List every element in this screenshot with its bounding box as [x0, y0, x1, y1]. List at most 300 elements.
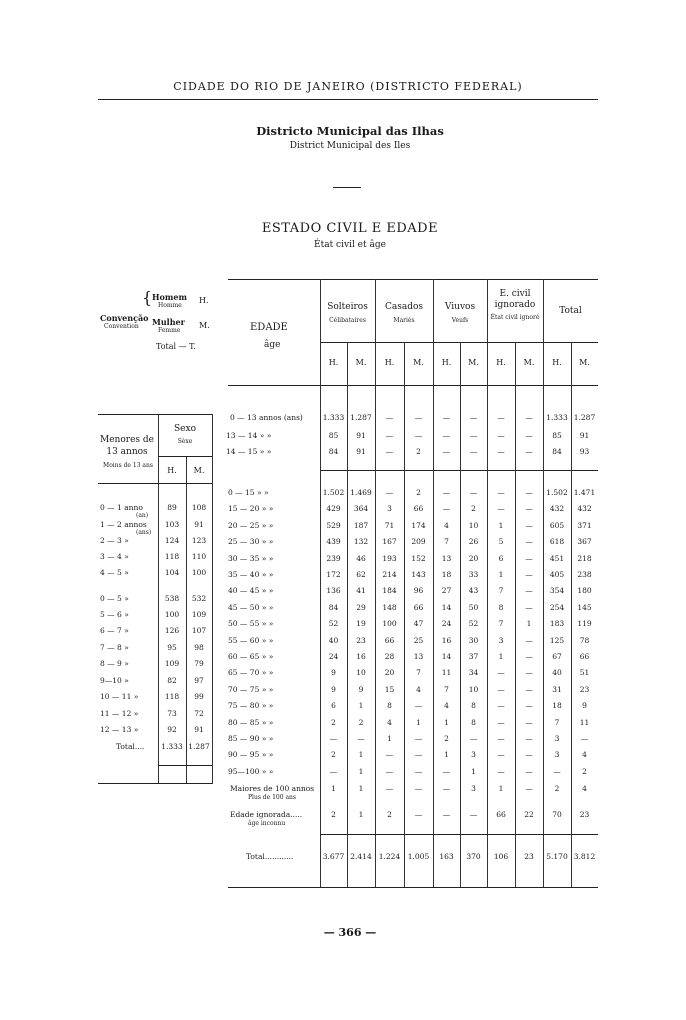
table-cell: —	[442, 413, 451, 422]
running-header: CIDADE DO RIO DE JANEIRO (DISTRICTO FEDERAL)	[173, 80, 523, 93]
table-cell: 1	[444, 718, 449, 727]
table-cell: —	[497, 750, 505, 759]
table-cell: 148	[382, 603, 397, 612]
table-cell: 1.005	[407, 852, 430, 861]
row-label: 25 — 30 » »	[228, 537, 274, 546]
table-cell: 371	[577, 521, 592, 530]
table-cell: 1.502	[546, 488, 568, 497]
table-cell: —	[525, 701, 533, 710]
legend-mulher: Mulher	[152, 317, 185, 327]
minors-cell-m: 532	[191, 594, 207, 603]
minors-sexo-fr: Sèxe	[177, 438, 193, 445]
table-cell: —	[497, 413, 505, 422]
table-cell: 47	[413, 619, 424, 628]
hm-header-h-2: H.	[441, 358, 452, 367]
minors-row-label: 12 — 13 »	[100, 725, 139, 734]
table-cell: 1.471	[573, 488, 596, 497]
minors-cell-m: 100	[191, 568, 207, 577]
row-label: 40 — 45 » »	[228, 586, 274, 595]
minors-row-label: 2 — 3 »	[100, 536, 129, 545]
table-cell: 41	[356, 586, 366, 595]
table-cell: 7	[498, 619, 504, 628]
table-cell: —	[414, 750, 423, 759]
table-cell: 18	[552, 701, 562, 710]
table-cell: 239	[326, 554, 341, 563]
table-cell: 143	[411, 570, 426, 579]
table-cell: —	[525, 570, 533, 579]
table-cell: —	[525, 685, 533, 694]
table-cell: 152	[411, 554, 426, 563]
group-ignorado-fr: État civil ignoré	[490, 314, 540, 321]
table-cell: 1	[416, 718, 421, 727]
table-cell: —	[580, 734, 589, 743]
table-cell: 4	[387, 718, 392, 727]
table-cell: —	[497, 701, 505, 710]
table-cell: 1	[358, 784, 364, 793]
legend-total: Total — T.	[156, 342, 196, 351]
table-cell: —	[442, 431, 451, 440]
minors-title-fr: Moins de 13 ans	[103, 462, 153, 469]
table-cell: 91	[579, 431, 590, 440]
table-cell: 84	[328, 447, 339, 456]
table-cell: 43	[468, 586, 479, 595]
table-cell: —	[469, 734, 478, 743]
table-cell: 106	[493, 852, 509, 861]
table-cell: 4	[416, 685, 421, 694]
hm-header-m-0: M.	[355, 358, 367, 367]
table-cell: —	[497, 685, 505, 694]
row-label: 55 — 60 » »	[228, 636, 274, 645]
table-cell: 136	[326, 586, 341, 595]
district-subtitle: District Municipal des Iles	[289, 141, 411, 151]
table-cell: 84	[552, 447, 562, 456]
hm-header-m-1: M.	[413, 358, 424, 367]
table-cell: 51	[579, 668, 590, 677]
table-cell: 9	[331, 685, 336, 694]
table-cell: 27	[441, 586, 452, 595]
table-cell: 40	[328, 636, 339, 645]
table-cell: 1	[471, 767, 476, 776]
minors-row-label: Total....	[116, 742, 145, 751]
minors-cell-h: 92	[167, 725, 177, 734]
table-cell: 184	[382, 586, 397, 595]
group-solteiros-fr: Célibataires	[329, 317, 366, 324]
table-cell: —	[525, 504, 533, 513]
table-cell: 183	[549, 619, 565, 628]
table-cell: 91	[356, 447, 366, 456]
table-cell: 3.812	[573, 852, 596, 861]
table-cell: 8	[471, 701, 476, 710]
table-cell: 31	[552, 685, 562, 694]
table-cell: 432	[577, 504, 592, 513]
row-label: 15 — 20 » »	[228, 504, 274, 513]
divider-short	[333, 187, 361, 188]
table-cell: 11	[579, 718, 590, 727]
minors-h-header: H.	[167, 466, 177, 475]
table-cell: —	[497, 668, 505, 677]
table-cell: —	[469, 488, 478, 497]
minors-cell-h: 126	[164, 626, 180, 635]
table-cell: 238	[577, 570, 592, 579]
table-cell: 66	[496, 810, 506, 819]
table-cell: 23	[524, 852, 534, 861]
table-cell: —	[385, 750, 394, 759]
table-cell: 24	[441, 619, 452, 628]
table-cell: 16	[441, 636, 452, 645]
table-cell: 145	[577, 603, 592, 612]
table-cell: 172	[326, 570, 341, 579]
table-cell: 605	[549, 521, 565, 530]
minors-cell-h: 538	[164, 594, 180, 603]
minors-cell-m: 72	[194, 709, 204, 718]
table-cell: —	[385, 431, 394, 440]
table-cell: —	[357, 734, 365, 743]
table-cell: 167	[382, 537, 397, 546]
row-sublabel: âge inconnu	[248, 820, 286, 827]
table-cell: —	[525, 431, 533, 440]
table-cell: 23	[579, 685, 590, 694]
table-cell: 23	[579, 810, 590, 819]
table-cell: 193	[382, 554, 397, 563]
table-cell: 2	[416, 447, 421, 456]
table-cell: —	[442, 767, 451, 776]
minors-cell-m: 91	[194, 725, 204, 734]
minors-row-label: 0 — 5 »	[100, 594, 129, 603]
minors-cell-m: 99	[194, 692, 204, 701]
table-cell: —	[525, 668, 533, 677]
hm-header-h-1: H.	[384, 358, 395, 367]
table-cell: —	[525, 603, 533, 612]
table-cell: 132	[353, 537, 369, 546]
table-cell: 11	[441, 668, 452, 677]
table-cell: 3	[471, 784, 476, 793]
legend-homem-fr: Homme	[158, 302, 182, 309]
table-cell: 34	[468, 668, 479, 677]
row-label: 30 — 35 » »	[228, 554, 274, 563]
district-title: Districto Municipal das Ilhas	[256, 124, 444, 138]
minors-cell-h: 103	[164, 520, 180, 529]
table-cell: 1	[331, 784, 336, 793]
table-cell: 1.333	[546, 413, 568, 422]
table-cell: 2	[331, 810, 336, 819]
table-cell: 96	[413, 586, 424, 595]
table-cell: 18	[441, 570, 452, 579]
table-cell: 40	[552, 668, 562, 677]
table-cell: —	[525, 447, 533, 456]
row-label: 0 — 15 » »	[228, 488, 269, 497]
minors-row-label: 7 — 8 »	[100, 643, 129, 652]
legend-homem: Homem	[152, 292, 187, 302]
table-cell: —	[525, 734, 533, 743]
table-cell: 2	[331, 718, 336, 727]
table-cell: —	[442, 504, 451, 513]
table-cell: 26	[468, 537, 479, 546]
table-cell: 23	[356, 636, 366, 645]
table-cell: 7	[554, 718, 560, 727]
row-label: 85 — 90 » »	[228, 734, 274, 743]
table-cell: 429	[326, 504, 341, 513]
table-cell: 22	[524, 810, 534, 819]
page-number: — 366 —	[323, 926, 377, 939]
table-cell: 28	[384, 652, 395, 661]
minors-cell-h: 73	[167, 709, 177, 718]
table-cell: 180	[577, 586, 592, 595]
minors-row-label: 11 — 12 »	[100, 709, 139, 718]
table-cell: 1	[444, 750, 449, 759]
table-cell: —	[525, 488, 533, 497]
table-cell: 1	[498, 784, 504, 793]
table-cell: 9	[331, 668, 336, 677]
table-cell: 25	[413, 636, 424, 645]
table-cell: 1.224	[378, 852, 401, 861]
hm-header-m-4: M.	[579, 358, 590, 367]
table-cell: —	[414, 810, 423, 819]
table-cell: 5.170	[546, 852, 568, 861]
minors-row-label: 8 — 9 »	[100, 659, 129, 668]
table-cell: 16	[356, 652, 366, 661]
group-ignorado: E. civil ignorado	[494, 289, 536, 310]
row-label: 45 — 50 » »	[228, 603, 274, 612]
minors-cell-h: 95	[167, 643, 177, 652]
col-edade: EDADE	[250, 322, 288, 333]
table-cell: 6	[498, 554, 504, 563]
group-solteiros: Solteiros	[327, 302, 368, 312]
table-cell: 174	[411, 521, 426, 530]
row-label: 14 — 15 » »	[226, 447, 272, 456]
table-cell: —	[414, 413, 423, 422]
legend-brace: {	[142, 288, 153, 307]
group-casados: Casados	[384, 302, 424, 312]
minors-cell-h: 109	[164, 659, 180, 668]
table-cell: 6	[331, 701, 336, 710]
legend-conv-fr: Convention	[104, 323, 139, 330]
row-label: Edade ignorada.....	[230, 810, 303, 819]
table-cell: —	[525, 586, 533, 595]
minors-cell-h: 124	[164, 536, 180, 545]
table-cell: —	[497, 767, 505, 776]
table-cell: 66	[413, 504, 424, 513]
minors-cell-m: 97	[194, 676, 204, 685]
group-total: Total	[559, 306, 582, 316]
minors-cell-m: 79	[194, 659, 204, 668]
table-cell: 3	[554, 734, 560, 743]
table-cell: —	[442, 488, 451, 497]
table-cell: 8	[498, 603, 504, 612]
table-cell: 254	[549, 603, 565, 612]
table-cell: 13	[413, 652, 424, 661]
table-cell: 37	[468, 652, 479, 661]
table-cell: 9	[358, 685, 364, 694]
row-sublabel: Plus de 100 ans	[248, 794, 296, 801]
table-cell: 93	[579, 447, 590, 456]
table-cell: 52	[468, 619, 479, 628]
table-cell: —	[385, 767, 394, 776]
minors-cell-m: 123	[191, 536, 207, 545]
table-cell: —	[497, 504, 505, 513]
table-cell: —	[469, 447, 478, 456]
table-cell: 2	[471, 504, 476, 513]
minors-cell-h: 82	[167, 676, 177, 685]
table-cell: 19	[356, 619, 366, 628]
table-cell: —	[414, 767, 423, 776]
table-cell: —	[497, 718, 505, 727]
main-bottom-rule	[228, 887, 598, 888]
hm-header-m-3: M.	[523, 358, 535, 367]
minors-header-rule	[98, 483, 212, 484]
table-cell: 8	[471, 718, 476, 727]
minors-row-label: 6 — 7 »	[100, 626, 129, 635]
table-cell: 1	[387, 734, 392, 743]
minors-row-label: 3 — 4 »	[100, 552, 129, 561]
table-cell: 125	[549, 636, 565, 645]
table-cell: 7	[444, 685, 449, 694]
legend-conv: Convenção	[100, 313, 149, 323]
table-cell: 1	[358, 810, 364, 819]
table-cell: 29	[356, 603, 366, 612]
table-cell: 3	[554, 750, 560, 759]
table-cell: —	[525, 750, 533, 759]
table-cell: 71	[384, 521, 395, 530]
table-cell: 30	[468, 636, 479, 645]
table-cell: 20	[384, 668, 395, 677]
table-cell: 70	[552, 810, 562, 819]
table-cell: 2	[444, 734, 449, 743]
table-cell: 14	[441, 603, 452, 612]
row-label: 65 — 70 » »	[228, 668, 274, 677]
table-cell: 13	[441, 554, 452, 563]
table-cell: 187	[353, 521, 369, 530]
table-cell: 46	[356, 554, 366, 563]
table-cell: 1	[498, 652, 504, 661]
minors-cell-m: 110	[191, 552, 207, 561]
group-viuvos-fr: Veufs	[451, 317, 469, 324]
table-cell: 4	[582, 750, 587, 759]
table-cell: —	[414, 734, 423, 743]
group-casados-fr: Mariés	[393, 317, 415, 324]
table-cell: 3	[471, 750, 476, 759]
table-cell: 2	[416, 488, 421, 497]
table-cell: —	[414, 701, 423, 710]
table-cell: 2	[582, 767, 587, 776]
minors-cell-m: 107	[191, 626, 207, 635]
row-label: 50 — 55 » »	[228, 619, 274, 628]
table-cell: 1	[358, 767, 364, 776]
col-edade-fr: âge	[264, 340, 281, 350]
table-cell: —	[525, 537, 533, 546]
minors-cell-h: 118	[164, 692, 180, 701]
table-cell: —	[469, 810, 478, 819]
table-cell: —	[329, 767, 338, 776]
table-cell: —	[469, 413, 478, 422]
table-cell: 2	[387, 810, 392, 819]
row-label: 80 — 85 » »	[228, 718, 274, 727]
table-cell: 209	[411, 537, 426, 546]
minors-cell-h: 100	[164, 610, 180, 619]
table-cell: 119	[577, 619, 592, 628]
table-cell: 10	[356, 668, 366, 677]
table-cell: 100	[382, 619, 397, 628]
minors-row-label: 1 — 2 annos	[100, 520, 147, 529]
table-cell: —	[442, 810, 451, 819]
table-cell: 2	[554, 784, 560, 793]
hm-header-h-4: H.	[552, 358, 562, 367]
table-cell: 10	[468, 685, 479, 694]
table-cell: —	[497, 488, 505, 497]
minors-m-header: M.	[193, 466, 205, 475]
table-cell: 3.677	[322, 852, 345, 861]
table-cell: —	[525, 554, 533, 563]
minors-sexo: Sexo	[174, 424, 196, 434]
table-cell: 4	[582, 784, 587, 793]
minors-bottom-rule	[98, 783, 212, 784]
table-cell: —	[525, 652, 533, 661]
group-viuvos: Viuvos	[444, 302, 476, 312]
minors-cell-m: 108	[191, 503, 207, 512]
table-cell: 1	[498, 570, 504, 579]
minors-cell-m: 98	[194, 643, 204, 652]
table-cell: 439	[326, 537, 341, 546]
minors-row-label: 4 — 5 »	[100, 568, 129, 577]
row-label: 0 — 13 annos (ans)	[230, 413, 303, 422]
legend-m: M.	[199, 321, 210, 330]
table-cell: 4	[444, 521, 449, 530]
table-cell: 5	[498, 537, 504, 546]
table-cell: —	[469, 431, 478, 440]
table-cell: 50	[468, 603, 479, 612]
table-cell: —	[385, 784, 394, 793]
minors-row-label: 0 — 1 anno	[100, 503, 143, 512]
table-cell: —	[442, 784, 451, 793]
table-cell: 85	[552, 431, 562, 440]
table-cell: —	[414, 784, 423, 793]
table-cell: 84	[328, 603, 339, 612]
table-cell: 20	[468, 554, 479, 563]
minors-cell-m: 91	[194, 520, 204, 529]
header-rule	[98, 99, 598, 100]
table-cell: —	[497, 447, 505, 456]
main-sep-2	[320, 834, 598, 835]
table-cell: 33	[468, 570, 479, 579]
row-label: 70 — 75 » »	[228, 685, 274, 694]
table-cell: 354	[549, 586, 565, 595]
minors-row-label: 5 — 6 »	[100, 610, 129, 619]
table-cell: 1.333	[322, 413, 345, 422]
minors-title: Menores de 13 annos	[100, 435, 154, 457]
table-cell: 66	[579, 652, 590, 661]
table-cell: —	[525, 718, 533, 727]
table-cell: —	[525, 784, 533, 793]
table-cell: —	[385, 447, 394, 456]
table-cell: —	[497, 431, 505, 440]
row-label: 95—100 » »	[228, 767, 274, 776]
table-cell: 163	[439, 852, 454, 861]
legend-mulher-fr: Femme	[158, 327, 181, 334]
hm-header-h-3: H.	[496, 358, 506, 367]
table-cell: 8	[387, 701, 392, 710]
row-label: 75 — 80 » »	[228, 701, 274, 710]
table-cell: —	[525, 521, 533, 530]
table-cell: 1	[498, 521, 504, 530]
minors-cell-h: 1.333	[161, 742, 183, 751]
minors-cell-h: 89	[167, 503, 177, 512]
table-cell: 7	[416, 668, 421, 677]
table-cell: —	[329, 734, 338, 743]
minors-top-rule	[98, 414, 212, 415]
table-subtitle: État civil et âge	[314, 240, 386, 250]
table-cell: 78	[579, 636, 590, 645]
table-cell: 14	[441, 652, 452, 661]
table-cell: 85	[328, 431, 339, 440]
